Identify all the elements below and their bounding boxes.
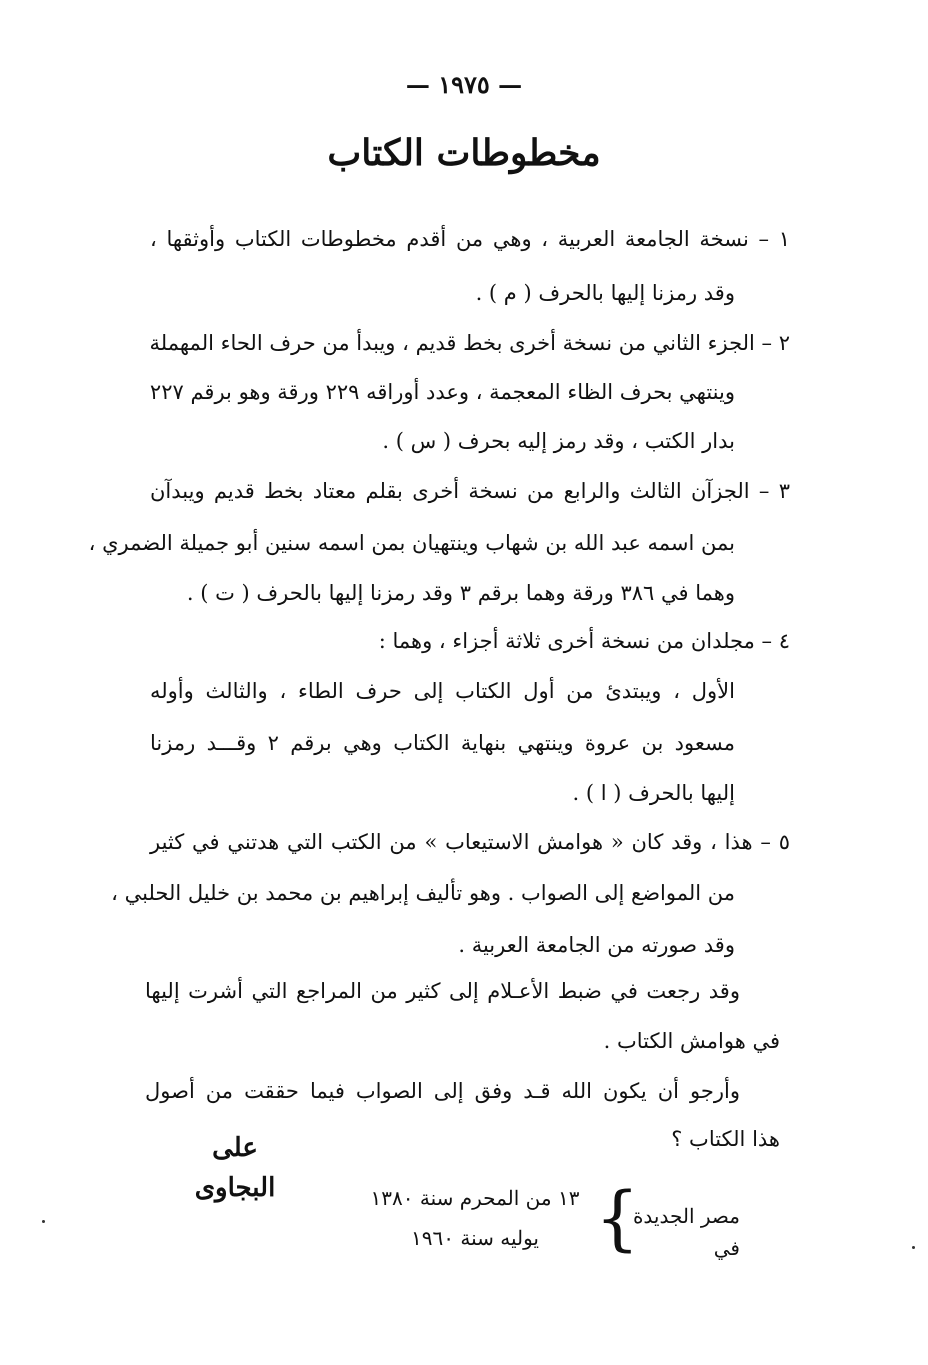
page-number: — ١٩٧٥ — <box>405 70 523 99</box>
body-line: الأول ، ويبتدئ من أول الكتاب إلى حرف الطاء ، والثالث وأوله <box>150 679 735 703</box>
hijri-date: ١٣ من المحرم سنة ١٣٨٠ <box>370 1186 580 1210</box>
body-line: بدار الكتب ، وقد رمز إليه بحرف ( س ) . <box>382 429 735 453</box>
paper-speck <box>42 1220 45 1223</box>
body-line: ١ – نسخة الجامعة العربية ، وهي من أقدم مخطوطات الكتاب وأوثقها ، <box>150 227 790 251</box>
body-line: وقد رمزنا إليها بالحرف ( م ) . <box>475 281 735 305</box>
date-brace: { <box>595 1177 640 1259</box>
body-line: ٢ – الجزء الثاني من نسخة أخرى بخط قديم ، ويبدأ من حرف الحاء المهملة <box>149 331 790 355</box>
body-line: وقد رجعت في ضبط الأعـلام إلى كثير من المراجع التي أشرت إليها <box>145 979 740 1003</box>
body-line: مسعود بن عروة وينتهي بنهاية الكتاب وهي برقم ٢ وقـــد رمزنا <box>150 731 735 755</box>
date-place: مصر الجديدة في <box>632 1204 740 1260</box>
date-block <box>360 1178 740 1268</box>
body-line: بمن اسمه عبد الله بن شهاب وينتهيان بمن اسمه سنين أبو جميلة الضمري ، <box>88 531 735 555</box>
body-line: وينتهي بحرف الظاء المعجمة ، وعدد أوراقه ٢٢٩ ورقة وهو برقم ٢٢٧ <box>149 380 735 404</box>
body-line: إليها بالحرف ( ا ) . <box>572 781 735 805</box>
body-line: في هوامش الكتاب . <box>603 1029 780 1053</box>
body-line: ٣ – الجزآن الثالث والرابع من نسخة أخرى بقلم معتاد بخط قديم ويبدآن <box>150 479 790 503</box>
body-line: وهما في ٣٨٦ ورقة وهما برقم ٣ وقد رمزنا إليها بالحرف ( ت ) . <box>186 581 735 605</box>
gregorian-date: يوليه سنة ١٩٦٠ <box>411 1226 539 1250</box>
author-signature: على البجاوى <box>194 1133 276 1203</box>
body-line: وقد صورته من الجامعة العربية . <box>458 933 735 957</box>
page-title: مخطوطات الكتاب <box>327 132 601 174</box>
body-line: ٤ – مجلدان من نسخة أخرى ثلاثة أجزاء ، وهما : <box>378 629 790 653</box>
body-line: هذا الكتاب ؟ <box>671 1127 780 1151</box>
body-line: ٥ – هذا ، وقد كان « هوامش الاستيعاب » من الكتب التي هدتني في كثير <box>150 830 790 854</box>
body-line: وأرجو أن يكون الله قـد وفق إلى الصواب فيما حققت من أصول <box>145 1079 740 1103</box>
paper-speck <box>912 1246 915 1249</box>
body-line: من المواضع إلى الصواب . وهو تأليف إبراهيم بن محمد بن خليل الحلبي ، <box>111 881 735 905</box>
